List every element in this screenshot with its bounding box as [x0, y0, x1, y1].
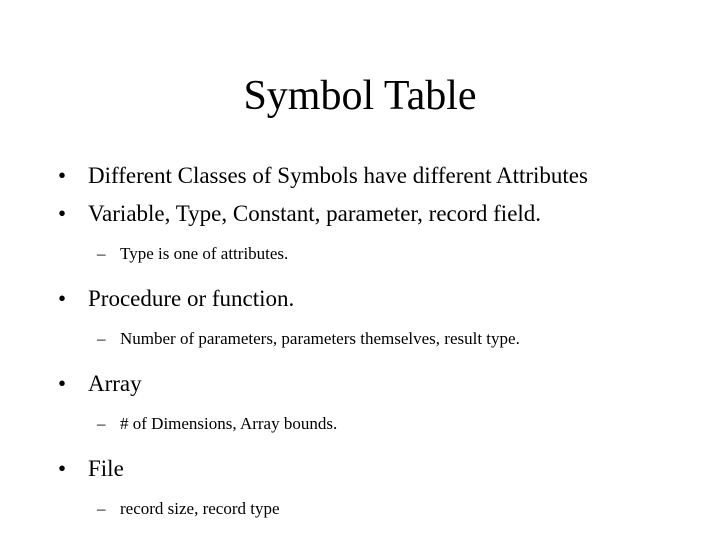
slide-title: Symbol Table [243, 73, 477, 119]
bullet-text: File [88, 456, 124, 481]
dash-icon: – [97, 244, 106, 263]
bullet-item [58, 450, 698, 488]
bullet-icon: • [58, 201, 67, 226]
bullet-item [58, 195, 698, 233]
sub-bullet-item [58, 326, 698, 352]
sub-bullet-text: record size, record type [120, 499, 280, 518]
sub-bullet-text: Type is one of attributes. [120, 244, 289, 263]
bullet-text: Array [88, 371, 142, 396]
bullet-list [58, 157, 698, 522]
sub-bullet-text: Number of parameters, parameters themselves, result type. [120, 329, 520, 348]
bullet-icon: • [58, 456, 67, 481]
dash-icon: – [97, 414, 106, 433]
bullet-item [58, 157, 698, 195]
bullet-icon: • [58, 371, 67, 396]
dash-icon: – [97, 329, 106, 348]
sub-bullet-item [58, 241, 698, 267]
bullet-text: Different Classes of Symbols have different Attributes [88, 163, 588, 188]
bullet-item [58, 365, 698, 403]
sub-bullet-item [58, 411, 698, 437]
bullet-text: Procedure or function. [88, 286, 295, 311]
bullet-text: Variable, Type, Constant, parameter, record field. [88, 201, 542, 226]
sub-bullet-item [58, 496, 698, 522]
bullet-item [58, 280, 698, 318]
bullet-icon: • [58, 286, 67, 311]
dash-icon: – [97, 499, 106, 518]
sub-bullet-text: # of Dimensions, Array bounds. [120, 414, 338, 433]
bullet-icon: • [58, 163, 67, 188]
